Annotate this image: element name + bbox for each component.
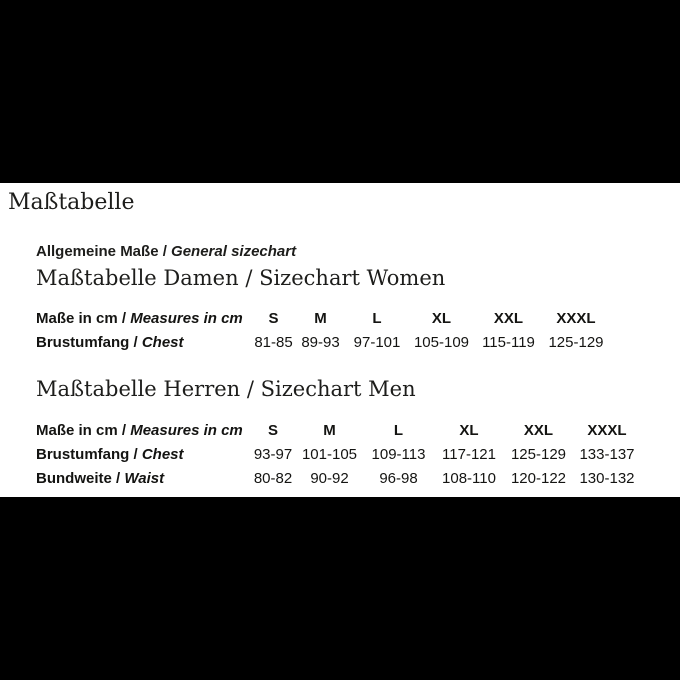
women-chest-value-xxl: 115-119 [482,333,535,351]
sizechart-panel [0,183,680,497]
letterbox-bottom [0,497,680,680]
men-section-heading: Maßtabelle Herren / Sizechart Men [36,377,416,401]
women-chest-value-l: 97-101 [353,333,401,351]
page-title: Maßtabelle [8,190,135,215]
men-header-label-de: Maße in cm / [36,421,127,439]
men-waist-value-xl: 108-110 [442,469,496,487]
men-size-col-l: L [393,421,404,439]
men-waist-label-en: Waist [124,469,165,487]
men-size-col-m: M [323,421,336,439]
women-size-col-xl: XL [431,309,452,327]
men-chest-label-de: Brustumfang / [36,445,138,463]
women-size-col-s: S [268,309,279,327]
women-chest-value-xxxl: 125-129 [548,333,604,351]
women-size-header-row [36,306,610,330]
men-chest-value-m: 101-105 [301,445,358,463]
women-chest-value-s: 81-85 [254,333,293,351]
women-chest-row [36,330,610,354]
men-chest-value-l: 109-113 [371,445,426,463]
men-chest-row [36,442,641,466]
women-size-table [36,306,610,354]
women-size-col-m: M [314,309,327,327]
general-sizechart-line [36,243,680,260]
men-waist-label-de: Bundweite / [36,469,121,487]
men-size-col-s: S [267,421,278,439]
men-waist-value-m: 90-92 [310,469,349,487]
women-chest-value-xl: 105-109 [413,333,470,351]
women-section-heading: Maßtabelle Damen / Sizechart Women [36,266,446,290]
men-size-table [36,418,641,490]
men-chest-value-xxl: 125-129 [510,445,567,463]
letterbox-top [0,0,680,183]
men-size-col-xl: XL [459,421,479,439]
men-waist-value-l: 96-98 [379,469,418,487]
women-chest-label-de: Brustumfang / [36,333,138,351]
women-chest-value-m: 89-93 [301,333,340,351]
men-chest-value-xxxl: 133-137 [579,445,635,463]
women-chest-label-en: Chest [141,333,184,351]
men-waist-value-s: 80-82 [253,469,293,487]
men-waist-value-xxl: 120-122 [510,469,567,487]
men-waist-value-xxxl: 130-132 [579,469,635,487]
women-size-col-xxxl: XXXL [556,309,596,327]
men-chest-value-xl: 117-121 [442,445,496,463]
women-chest-label [36,330,252,354]
men-waist-label [36,466,250,490]
women-header-label-en: Measures in cm [130,309,243,327]
women-size-col-l: L [372,309,382,327]
sizechart-content [36,243,680,490]
men-chest-value-s: 93-97 [253,445,293,463]
men-size-header-row [36,418,641,442]
women-header-label-de: Maße in cm / [36,309,127,327]
general-sizechart-label-de: Allgemeine Maße / [36,243,167,260]
men-size-col-xxl: XXL [523,421,554,439]
men-chest-label-en: Chest [141,445,184,463]
men-chest-label [36,442,250,466]
men-header-label-en: Measures in cm [130,421,243,439]
general-sizechart-label-en: General sizechart [171,243,297,260]
women-header-label [36,306,252,330]
men-waist-row [36,466,641,490]
men-size-col-xxxl: XXXL [587,421,627,439]
men-header-label [36,418,250,442]
women-size-col-xxl: XXL [493,309,524,327]
